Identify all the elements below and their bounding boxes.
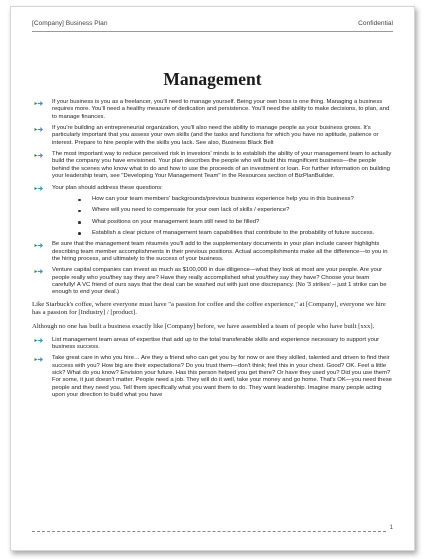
tip-bullet — [32, 355, 393, 399]
tip-bullet — [32, 99, 393, 121]
question-text: What positions on your management team still need to be filled? — [92, 218, 260, 225]
tip-arrow-icon — [34, 356, 43, 363]
footer-divider — [32, 531, 386, 532]
question-item — [32, 207, 393, 214]
document-page — [10, 6, 415, 551]
tip-arrow-icon — [34, 242, 43, 249]
page-title: Management — [163, 69, 262, 89]
tip-arrow-icon — [34, 185, 43, 192]
bullet-dot-icon — [78, 232, 81, 235]
tip-text: Your plan should address these questions: — [52, 184, 163, 191]
tip-bullet — [32, 185, 393, 192]
page-content — [32, 99, 393, 403]
question-text: How can your team members' backgrounds/previous business experience help you in this business? — [92, 196, 354, 203]
tip-arrow-icon — [34, 126, 43, 133]
tip-text: Take great care in who you hire… Are they a friend who can get you by for now or are they skilled, talented and driven to find their success with you? How big are their expectations? Do you trust them—don't think; feel this in your chest. Good? OK. Feel a little sick? What do you know? Envision your future. Has this person helped you get there? Or have they used you? Did you use them? For some, it just doesn't matter. People need a job. They will do it well, take your money and go home. That's OK—you need these people and they need you. Tell them specifically what you want them to do. They want leadership. Imagine many people acting upon your direction to build what you have — [52, 355, 392, 398]
question-text: Where will you need to compensate for your own lack of skills / experience? — [92, 207, 290, 214]
bullet-dot-icon — [78, 210, 81, 213]
body-paragraph: Like Starbuck's coffee, where everyone must have "a passion for coffee and the coffee experience," at [Company], everyone we hire has a passion for [Industry] / [product]. — [32, 300, 386, 316]
tip-text: Venture capital companies can invest as much as $100,000 in due diligence—what they look at most are your people. Are your people really who you/they say they are? Have they really accomplished what you/they say they have? Choose your team carefully! A VC friend of ours says that the deal can be washed out with just one discrepancy. (No '3 strikes' – just 1 strike can be enough to end your deal.) — [52, 267, 387, 296]
tip-arrow-icon — [34, 268, 43, 275]
bullet-dot-icon — [78, 221, 81, 224]
tip-bullet — [32, 241, 393, 263]
page-header — [32, 20, 393, 30]
tip-arrow-icon — [34, 337, 43, 344]
tip-bullet — [32, 151, 393, 180]
page-number: 1 — [389, 525, 393, 531]
header-company-label: [Company] Business Plan — [32, 20, 108, 27]
body-paragraph: Although no one has built a business exactly like [Company] before, we have assembled a team of people who have built [xxx]. — [32, 322, 375, 330]
bullet-dot-icon — [78, 199, 81, 202]
question-item — [32, 230, 393, 237]
tip-arrow-icon — [34, 100, 43, 107]
tip-bullet — [32, 337, 393, 352]
tip-text: Be sure that the management team résumés you'll add to the supplementary documents in your plan include career highlights describing team member accomplishments in their previous positions. Actual accomplishments make all the difference—to you in the hiring process, and ultimately to the success of your business. — [52, 241, 388, 262]
tip-text: If you're building an entrepreneurial organization, you'll also need the ability to manage people as your business grows. It's particularly important that you assess your own skills (and the tasks and functions for which you have no aptitude, patience or interest. Prepare to hire people with the skills you lack. See also, Business Black Belt — [52, 125, 379, 146]
tip-arrow-icon — [34, 152, 43, 159]
header-divider — [32, 31, 393, 32]
tip-text: List management team areas of expertise that add up to the total transferable skills and experience necessary to support your business success. — [52, 336, 380, 350]
header-confidential-label: Confidential — [358, 20, 393, 27]
question-item — [32, 219, 393, 226]
tip-text: If your business is you as a freelancer, you'll need to manage yourself. Being your own boss is one thing. Managing a business requires more. You'll need a healthy measure of dedication and persistence. You'll need the ability to make decisions, to plan, and to manage finances. — [52, 99, 390, 120]
question-text: Establish a clear picture of management team capabilities that contribute to the probability of future success. — [92, 229, 375, 236]
tip-text: The most important way to reduce perceived risk in investors' minds is to establish the ability of your management team to actually build the company you have envisioned. Your plan describes the people who will build this magnificent business—the people behind the scenes who know what to do and how to use the proceeds of an investment or loan. For further information on building your leadership team, see "Developing Your Management Team" in the Resources section of BizPlanBuilder. — [52, 151, 392, 180]
tip-bullet — [32, 267, 393, 296]
question-item — [32, 196, 393, 203]
tip-bullet — [32, 125, 393, 147]
